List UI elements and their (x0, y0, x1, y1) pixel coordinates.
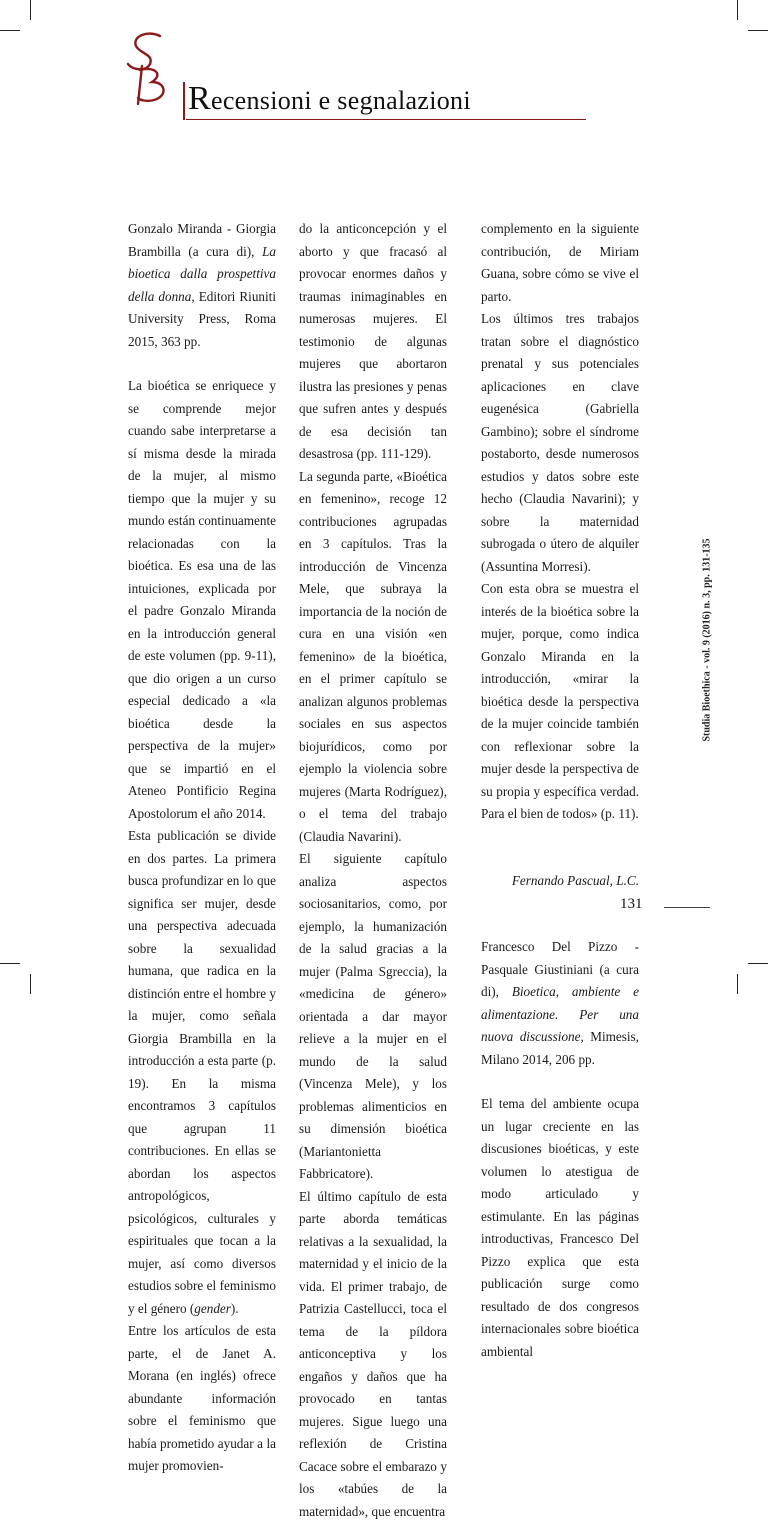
section-title-rest: ecensioni e segnalazioni (211, 86, 471, 115)
review-signature: Fernando Pascual, L.C. (481, 870, 639, 893)
text-column-2 (299, 218, 447, 1523)
crop-mark (748, 963, 768, 964)
section-rule (186, 119, 586, 120)
paragraph: complemento en la siguiente contribución, de Miriam Guana, sobre cómo se vive el parto. (481, 218, 639, 308)
section-title-initial: R (188, 80, 211, 117)
paragraph: El tema del ambiente ocupa un lugar creciente en las discusiones bioéticas, y este volumen lo atestigua de modo articulado y estimulante. En las páginas introductivas, Francesco Del Pizzo explica que esta publicación surge como resultado de dos congresos internacionales sobre bioética ambiental (481, 1093, 639, 1363)
review2-book-title: Bioetica, ambiente e alimentazione. Per una nuova discussione (481, 984, 639, 1044)
text-column-3 (481, 218, 639, 1363)
text-column-1 (128, 218, 276, 1478)
crop-mark (0, 963, 20, 964)
paragraph: do la anticoncepción y el aborto y que fracasó al provocar enormes daños y traumas inimaginables en numerosas mujeres. El testimonio de algunas mujeres que abortaron ilustra las presiones y penas que sufren antes y después de esa decisión tan desastrosa (pp. 111-129). (299, 218, 447, 466)
crop-mark (737, 974, 738, 994)
crop-mark (0, 30, 20, 31)
crop-mark (30, 974, 31, 994)
paragraph: Esta publicación se divide en dos partes. La primera busca profundizar en lo que significa ser mujer, desde una perspectiva adecuada sobre la sexualidad humana, que radica en la distinción entre el hombre y la mujer, como señala Giorgia Brambilla en la introducción a esta parte (p. 19). En la misma encontramos 3 capítulos que agrupan 11 contribuciones. En ellas se abordan los aspectos antropológicos, psicológicos, culturales y espirituales que tocan a la mujer, así como diversos estudios sobre el feminismo y el género (gender). (128, 825, 276, 1320)
paragraph: Con esta obra se muestra el interés de la bioética sobre la mujer, porque, como indica Gonzalo Miranda en la introducción, «mirar la bioética desde la perspectiva de la mujer coincide también con reflexionar sobre la mujer desde la perspectiva de su propia y específica verdad. Para el bien de todos» (p. 11). (481, 578, 639, 826)
review1-citation: Gonzalo Miranda - Giorgia Brambilla (a cura di), La bioetica dalla prospettiva della donna, Editori Riuniti University Press, Roma 2015, 363 pp. (128, 218, 276, 353)
crop-mark (748, 30, 768, 31)
paragraph: Entre los artículos de esta parte, el de Janet A. Morana (en inglés) ofrece abundante información sobre el feminismo que había prometido ayudar a la mujer promovien- (128, 1320, 276, 1478)
section-accent-bar (183, 82, 185, 120)
paragraph: El último capítulo de esta parte aborda temáticas relativas a la sexualidad, la maternidad y el inicio de la vida. El primer trabajo, de Patrizia Castellucci, toca el tema de la píldora anticonceptiva y los engaños y daños que ha provocado en tantas mujeres. Sigue luego una reflexión de Cristina Cacace sobre el embarazo y los «tabúes de la maternidad», que encuentra (299, 1186, 447, 1523)
paragraph: El siguiente capítulo analiza aspectos sociosanitarios, como, por ejemplo, la humanización de la salud gracias a la mujer (Palma Sgreccia), la «medicina de género» orientada a dar mayor relieve a la mujer en el mundo de la salud (Vincenza Mele), y los problemas alimenticios en su dimensión bioética (Mariantonietta Fabbricatore). (299, 848, 447, 1186)
paragraph: La bioética se enriquece y se comprende mejor cuando sabe interpretarse a sí misma desde la mirada de la mujer, al mismo tiempo que la mujer y su mundo están continuamente relacionadas con la bioética. Es esa una de las intuiciones, explicada por el padre Gonzalo Miranda en la introducción general de este volumen (pp. 9-11), que dio origen a un curso especial dedicado a «la bioética desde la perspectiva de la mujer» que se impartió en el Ateneo Pontificio Regina Apostolorum el año 2014. (128, 375, 276, 825)
page-number: 131 (620, 896, 643, 913)
journal-reference: Studia Bioethica - vol. 9 (2016) n. 3, pp. 131-135 (700, 520, 714, 760)
page-number-rule (664, 907, 710, 908)
journal-logo-icon (120, 30, 182, 110)
review2-citation: Francesco Del Pizzo - Pasquale Giustiniani (a cura di), Bioetica, ambiente e alimentazione. Per una nuova discussione, Mimesis, Milano 2014, 206 pp. (481, 936, 639, 1071)
crop-mark (737, 0, 738, 20)
paragraph: La segunda parte, «Bioética en femenino», recoge 12 contribuciones agrupadas en 3 capítulos. Tras la introducción de Vincenza Mele, que subraya la importancia de la noción de cura en una visión «en femenino» de la bioética, en el primer capítulo se analizan algunos problemas sociales en sus aspectos biojurídicos, como por ejemplo la violencia sobre mujeres (Marta Rodríguez), o el tema del trabajo (Claudia Navarini). (299, 466, 447, 849)
paragraph: Los últimos tres trabajos tratan sobre el diagnóstico prenatal y sus potenciales aplicaciones en clave eugenésica (Gabriella Gambino); sobre el síndrome postaborto, desde numerosos estudios y datos sobre este hecho (Claudia Navarini); y sobre la maternidad subrogada o útero de alquiler (Assuntina Morresi). (481, 308, 639, 578)
section-title (188, 80, 471, 118)
crop-mark (30, 0, 31, 20)
review1-book-title: La bioetica dalla prospettiva della donna (128, 244, 276, 304)
